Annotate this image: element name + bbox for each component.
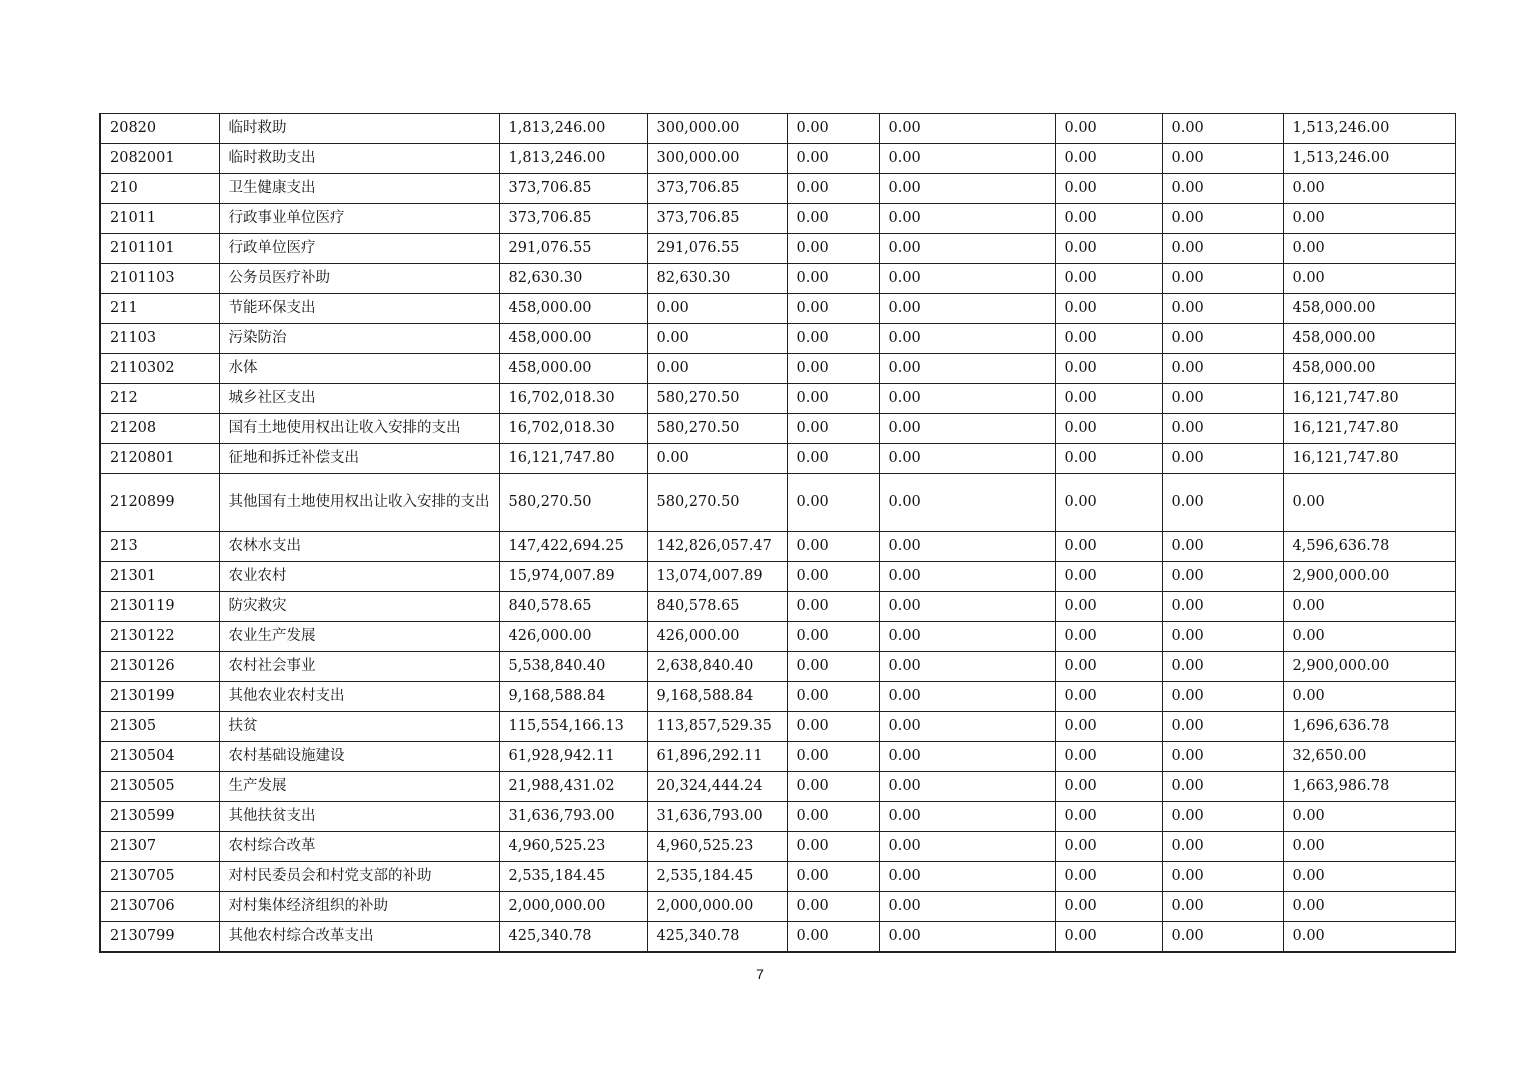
cell-amount-4: 0.00 (879, 144, 1055, 174)
cell-amount-6: 0.00 (1162, 532, 1283, 562)
cell-amount-2: 426,000.00 (647, 622, 787, 652)
table-row (100, 652, 1455, 682)
cell-subject-code: 2101101 (100, 234, 219, 264)
cell-amount-5: 0.00 (1055, 772, 1162, 802)
cell-amount-3: 0.00 (787, 444, 879, 474)
cell-amount-3: 0.00 (787, 354, 879, 384)
cell-amount-7: 16,121,747.80 (1283, 444, 1455, 474)
cell-subject-name: 农业生产发展 (219, 622, 499, 652)
cell-amount-6: 0.00 (1162, 204, 1283, 234)
cell-amount-1: 61,928,942.11 (499, 742, 647, 772)
cell-amount-6: 0.00 (1162, 922, 1283, 953)
table-row (100, 444, 1455, 474)
cell-amount-4: 0.00 (879, 862, 1055, 892)
cell-amount-5: 0.00 (1055, 832, 1162, 862)
cell-subject-code: 212 (100, 384, 219, 414)
table-row (100, 742, 1455, 772)
cell-amount-6: 0.00 (1162, 144, 1283, 174)
cell-amount-4: 0.00 (879, 204, 1055, 234)
cell-amount-4: 0.00 (879, 832, 1055, 862)
cell-subject-name: 污染防治 (219, 324, 499, 354)
cell-subject-code: 211 (100, 294, 219, 324)
cell-amount-1: 2,000,000.00 (499, 892, 647, 922)
cell-amount-3: 0.00 (787, 234, 879, 264)
cell-amount-5: 0.00 (1055, 384, 1162, 414)
table-row (100, 264, 1455, 294)
cell-amount-1: 4,960,525.23 (499, 832, 647, 862)
cell-amount-7: 1,663,986.78 (1283, 772, 1455, 802)
cell-amount-1: 1,813,246.00 (499, 144, 647, 174)
cell-subject-name: 农业农村 (219, 562, 499, 592)
cell-amount-6: 0.00 (1162, 294, 1283, 324)
cell-amount-2: 13,074,007.89 (647, 562, 787, 592)
cell-amount-5: 0.00 (1055, 474, 1162, 532)
cell-subject-name: 国有土地使用权出让收入安排的支出 (219, 414, 499, 444)
cell-amount-6: 0.00 (1162, 682, 1283, 712)
cell-amount-2: 31,636,793.00 (647, 802, 787, 832)
cell-amount-7: 1,696,636.78 (1283, 712, 1455, 742)
cell-subject-name: 其他扶贫支出 (219, 802, 499, 832)
cell-amount-7: 0.00 (1283, 802, 1455, 832)
cell-amount-2: 425,340.78 (647, 922, 787, 953)
cell-amount-7: 0.00 (1283, 922, 1455, 953)
cell-amount-7: 0.00 (1283, 174, 1455, 204)
cell-subject-code: 2130126 (100, 652, 219, 682)
cell-subject-name: 农村综合改革 (219, 832, 499, 862)
cell-amount-2: 0.00 (647, 354, 787, 384)
cell-subject-code: 2130504 (100, 742, 219, 772)
cell-amount-2: 840,578.65 (647, 592, 787, 622)
cell-amount-2: 373,706.85 (647, 174, 787, 204)
cell-subject-code: 2130505 (100, 772, 219, 802)
cell-amount-1: 1,813,246.00 (499, 114, 647, 144)
table-row (100, 114, 1455, 144)
table-row (100, 174, 1455, 204)
cell-amount-6: 0.00 (1162, 174, 1283, 204)
cell-subject-name: 其他国有土地使用权出让收入安排的支出 (219, 474, 499, 532)
cell-amount-3: 0.00 (787, 294, 879, 324)
cell-amount-7: 458,000.00 (1283, 294, 1455, 324)
cell-amount-5: 0.00 (1055, 354, 1162, 384)
cell-amount-1: 82,630.30 (499, 264, 647, 294)
cell-amount-1: 115,554,166.13 (499, 712, 647, 742)
cell-amount-3: 0.00 (787, 474, 879, 532)
cell-amount-6: 0.00 (1162, 802, 1283, 832)
cell-amount-6: 0.00 (1162, 234, 1283, 264)
cell-amount-1: 2,535,184.45 (499, 862, 647, 892)
cell-amount-3: 0.00 (787, 652, 879, 682)
cell-subject-code: 213 (100, 532, 219, 562)
cell-amount-5: 0.00 (1055, 414, 1162, 444)
table-row (100, 234, 1455, 264)
table-row (100, 294, 1455, 324)
cell-amount-2: 2,638,840.40 (647, 652, 787, 682)
table-row (100, 892, 1455, 922)
cell-amount-2: 0.00 (647, 324, 787, 354)
cell-amount-3: 0.00 (787, 592, 879, 622)
cell-subject-name: 生产发展 (219, 772, 499, 802)
cell-subject-code: 2130119 (100, 592, 219, 622)
cell-amount-7: 1,513,246.00 (1283, 144, 1455, 174)
cell-amount-2: 580,270.50 (647, 414, 787, 444)
cell-subject-code: 21307 (100, 832, 219, 862)
cell-subject-code: 21011 (100, 204, 219, 234)
table-row (100, 832, 1455, 862)
cell-amount-6: 0.00 (1162, 862, 1283, 892)
cell-amount-4: 0.00 (879, 444, 1055, 474)
cell-subject-name: 临时救助支出 (219, 144, 499, 174)
cell-amount-5: 0.00 (1055, 294, 1162, 324)
cell-subject-code: 2130706 (100, 892, 219, 922)
table-row (100, 772, 1455, 802)
cell-amount-3: 0.00 (787, 742, 879, 772)
cell-subject-name: 节能环保支出 (219, 294, 499, 324)
cell-amount-5: 0.00 (1055, 862, 1162, 892)
cell-amount-3: 0.00 (787, 712, 879, 742)
cell-amount-1: 580,270.50 (499, 474, 647, 532)
cell-amount-2: 0.00 (647, 294, 787, 324)
cell-subject-name: 行政事业单位医疗 (219, 204, 499, 234)
cell-amount-4: 0.00 (879, 592, 1055, 622)
cell-amount-2: 580,270.50 (647, 474, 787, 532)
cell-amount-3: 0.00 (787, 144, 879, 174)
cell-amount-4: 0.00 (879, 922, 1055, 953)
cell-amount-4: 0.00 (879, 234, 1055, 264)
cell-subject-name: 防灾救灾 (219, 592, 499, 622)
table-row (100, 474, 1455, 532)
cell-amount-7: 458,000.00 (1283, 324, 1455, 354)
cell-subject-name: 其他农村综合改革支出 (219, 922, 499, 953)
cell-amount-4: 0.00 (879, 294, 1055, 324)
cell-subject-code: 2082001 (100, 144, 219, 174)
cell-amount-5: 0.00 (1055, 324, 1162, 354)
cell-amount-6: 0.00 (1162, 474, 1283, 532)
table-row (100, 532, 1455, 562)
cell-amount-3: 0.00 (787, 532, 879, 562)
cell-amount-3: 0.00 (787, 832, 879, 862)
cell-amount-2: 142,826,057.47 (647, 532, 787, 562)
cell-amount-7: 16,121,747.80 (1283, 414, 1455, 444)
cell-amount-5: 0.00 (1055, 204, 1162, 234)
cell-amount-5: 0.00 (1055, 622, 1162, 652)
cell-amount-6: 0.00 (1162, 414, 1283, 444)
cell-amount-5: 0.00 (1055, 114, 1162, 144)
cell-amount-4: 0.00 (879, 652, 1055, 682)
cell-amount-1: 373,706.85 (499, 204, 647, 234)
cell-amount-7: 2,900,000.00 (1283, 652, 1455, 682)
cell-amount-7: 0.00 (1283, 204, 1455, 234)
cell-amount-1: 840,578.65 (499, 592, 647, 622)
cell-subject-code: 2120801 (100, 444, 219, 474)
cell-amount-2: 61,896,292.11 (647, 742, 787, 772)
cell-amount-1: 291,076.55 (499, 234, 647, 264)
cell-amount-4: 0.00 (879, 772, 1055, 802)
cell-amount-5: 0.00 (1055, 144, 1162, 174)
table-row (100, 562, 1455, 592)
table-row (100, 204, 1455, 234)
cell-amount-6: 0.00 (1162, 114, 1283, 144)
cell-subject-name: 农村基础设施建设 (219, 742, 499, 772)
cell-amount-4: 0.00 (879, 474, 1055, 532)
cell-amount-1: 425,340.78 (499, 922, 647, 953)
cell-amount-6: 0.00 (1162, 622, 1283, 652)
cell-amount-4: 0.00 (879, 354, 1055, 384)
cell-subject-code: 2130199 (100, 682, 219, 712)
table-row (100, 712, 1455, 742)
cell-amount-6: 0.00 (1162, 264, 1283, 294)
table-row (100, 802, 1455, 832)
cell-amount-2: 2,535,184.45 (647, 862, 787, 892)
cell-subject-name: 对村集体经济组织的补助 (219, 892, 499, 922)
cell-amount-5: 0.00 (1055, 562, 1162, 592)
cell-amount-7: 0.00 (1283, 474, 1455, 532)
table-row (100, 384, 1455, 414)
cell-amount-4: 0.00 (879, 532, 1055, 562)
cell-amount-7: 1,513,246.00 (1283, 114, 1455, 144)
cell-amount-7: 0.00 (1283, 832, 1455, 862)
cell-amount-1: 147,422,694.25 (499, 532, 647, 562)
cell-amount-2: 2,000,000.00 (647, 892, 787, 922)
cell-amount-7: 0.00 (1283, 892, 1455, 922)
cell-amount-4: 0.00 (879, 712, 1055, 742)
cell-amount-1: 16,702,018.30 (499, 384, 647, 414)
cell-amount-6: 0.00 (1162, 384, 1283, 414)
cell-amount-2: 291,076.55 (647, 234, 787, 264)
cell-subject-code: 2101103 (100, 264, 219, 294)
cell-amount-7: 0.00 (1283, 592, 1455, 622)
cell-subject-name: 农村社会事业 (219, 652, 499, 682)
cell-amount-3: 0.00 (787, 324, 879, 354)
cell-amount-1: 16,702,018.30 (499, 414, 647, 444)
cell-subject-code: 2110302 (100, 354, 219, 384)
cell-amount-5: 0.00 (1055, 802, 1162, 832)
cell-amount-1: 16,121,747.80 (499, 444, 647, 474)
cell-amount-1: 15,974,007.89 (499, 562, 647, 592)
cell-subject-code: 21208 (100, 414, 219, 444)
cell-amount-4: 0.00 (879, 622, 1055, 652)
cell-subject-name: 扶贫 (219, 712, 499, 742)
cell-amount-6: 0.00 (1162, 892, 1283, 922)
cell-amount-5: 0.00 (1055, 742, 1162, 772)
cell-amount-6: 0.00 (1162, 712, 1283, 742)
cell-amount-7: 0.00 (1283, 622, 1455, 652)
cell-amount-1: 373,706.85 (499, 174, 647, 204)
cell-amount-3: 0.00 (787, 204, 879, 234)
table-row (100, 922, 1455, 953)
cell-amount-5: 0.00 (1055, 174, 1162, 204)
cell-amount-3: 0.00 (787, 682, 879, 712)
cell-amount-2: 82,630.30 (647, 264, 787, 294)
cell-subject-code: 2130705 (100, 862, 219, 892)
cell-amount-7: 0.00 (1283, 862, 1455, 892)
cell-subject-code: 210 (100, 174, 219, 204)
cell-amount-1: 458,000.00 (499, 324, 647, 354)
page-number: 7 (756, 966, 764, 982)
cell-amount-2: 373,706.85 (647, 204, 787, 234)
cell-amount-1: 31,636,793.00 (499, 802, 647, 832)
cell-amount-4: 0.00 (879, 892, 1055, 922)
table-row (100, 354, 1455, 384)
cell-amount-1: 458,000.00 (499, 354, 647, 384)
cell-amount-4: 0.00 (879, 264, 1055, 294)
cell-amount-3: 0.00 (787, 562, 879, 592)
budget-expenditure-table (99, 113, 1456, 953)
cell-amount-7: 32,650.00 (1283, 742, 1455, 772)
table-row (100, 862, 1455, 892)
cell-subject-name: 征地和拆迁补偿支出 (219, 444, 499, 474)
cell-amount-3: 0.00 (787, 414, 879, 444)
cell-subject-code: 2130122 (100, 622, 219, 652)
cell-amount-3: 0.00 (787, 922, 879, 953)
cell-amount-1: 5,538,840.40 (499, 652, 647, 682)
cell-amount-3: 0.00 (787, 622, 879, 652)
cell-amount-3: 0.00 (787, 892, 879, 922)
cell-amount-6: 0.00 (1162, 742, 1283, 772)
cell-amount-2: 9,168,588.84 (647, 682, 787, 712)
cell-subject-code: 20820 (100, 114, 219, 144)
cell-amount-4: 0.00 (879, 682, 1055, 712)
cell-amount-1: 458,000.00 (499, 294, 647, 324)
cell-amount-5: 0.00 (1055, 444, 1162, 474)
cell-amount-2: 20,324,444.24 (647, 772, 787, 802)
cell-amount-6: 0.00 (1162, 772, 1283, 802)
cell-amount-4: 0.00 (879, 802, 1055, 832)
cell-amount-2: 300,000.00 (647, 114, 787, 144)
cell-amount-2: 113,857,529.35 (647, 712, 787, 742)
cell-amount-1: 9,168,588.84 (499, 682, 647, 712)
cell-amount-4: 0.00 (879, 324, 1055, 354)
cell-subject-name: 水体 (219, 354, 499, 384)
cell-amount-5: 0.00 (1055, 234, 1162, 264)
cell-amount-6: 0.00 (1162, 562, 1283, 592)
cell-amount-1: 21,988,431.02 (499, 772, 647, 802)
cell-amount-7: 2,900,000.00 (1283, 562, 1455, 592)
cell-amount-6: 0.00 (1162, 592, 1283, 622)
cell-subject-name: 对村民委员会和村党支部的补助 (219, 862, 499, 892)
cell-amount-4: 0.00 (879, 114, 1055, 144)
cell-amount-7: 4,596,636.78 (1283, 532, 1455, 562)
cell-amount-4: 0.00 (879, 742, 1055, 772)
cell-amount-6: 0.00 (1162, 354, 1283, 384)
cell-amount-6: 0.00 (1162, 324, 1283, 354)
cell-amount-4: 0.00 (879, 174, 1055, 204)
cell-amount-7: 458,000.00 (1283, 354, 1455, 384)
cell-subject-name: 卫生健康支出 (219, 174, 499, 204)
table-row (100, 144, 1455, 174)
cell-amount-7: 16,121,747.80 (1283, 384, 1455, 414)
cell-amount-3: 0.00 (787, 264, 879, 294)
cell-subject-code: 2130799 (100, 922, 219, 953)
cell-subject-code: 2120899 (100, 474, 219, 532)
cell-amount-6: 0.00 (1162, 444, 1283, 474)
cell-subject-name: 城乡社区支出 (219, 384, 499, 414)
cell-amount-5: 0.00 (1055, 652, 1162, 682)
cell-amount-5: 0.00 (1055, 682, 1162, 712)
cell-amount-3: 0.00 (787, 862, 879, 892)
cell-amount-5: 0.00 (1055, 712, 1162, 742)
cell-amount-7: 0.00 (1283, 264, 1455, 294)
cell-amount-3: 0.00 (787, 772, 879, 802)
cell-amount-4: 0.00 (879, 384, 1055, 414)
cell-amount-2: 4,960,525.23 (647, 832, 787, 862)
table-row (100, 414, 1455, 444)
cell-amount-7: 0.00 (1283, 234, 1455, 264)
table-row (100, 324, 1455, 354)
cell-subject-code: 2130599 (100, 802, 219, 832)
table-body (100, 114, 1455, 953)
cell-amount-1: 426,000.00 (499, 622, 647, 652)
cell-amount-6: 0.00 (1162, 832, 1283, 862)
cell-amount-3: 0.00 (787, 384, 879, 414)
cell-amount-3: 0.00 (787, 174, 879, 204)
cell-subject-name: 公务员医疗补助 (219, 264, 499, 294)
cell-amount-6: 0.00 (1162, 652, 1283, 682)
table-row (100, 682, 1455, 712)
cell-subject-name: 其他农业农村支出 (219, 682, 499, 712)
cell-amount-3: 0.00 (787, 114, 879, 144)
table-row (100, 622, 1455, 652)
cell-subject-name: 农林水支出 (219, 532, 499, 562)
cell-subject-code: 21301 (100, 562, 219, 592)
cell-subject-name: 临时救助 (219, 114, 499, 144)
table-row (100, 592, 1455, 622)
cell-subject-name: 行政单位医疗 (219, 234, 499, 264)
cell-amount-2: 0.00 (647, 444, 787, 474)
cell-amount-2: 300,000.00 (647, 144, 787, 174)
cell-amount-2: 580,270.50 (647, 384, 787, 414)
cell-subject-code: 21103 (100, 324, 219, 354)
cell-amount-5: 0.00 (1055, 592, 1162, 622)
cell-subject-code: 21305 (100, 712, 219, 742)
cell-amount-5: 0.00 (1055, 892, 1162, 922)
cell-amount-4: 0.00 (879, 414, 1055, 444)
cell-amount-3: 0.00 (787, 802, 879, 832)
cell-amount-4: 0.00 (879, 562, 1055, 592)
cell-amount-7: 0.00 (1283, 682, 1455, 712)
cell-amount-5: 0.00 (1055, 264, 1162, 294)
cell-amount-5: 0.00 (1055, 922, 1162, 953)
cell-amount-5: 0.00 (1055, 532, 1162, 562)
